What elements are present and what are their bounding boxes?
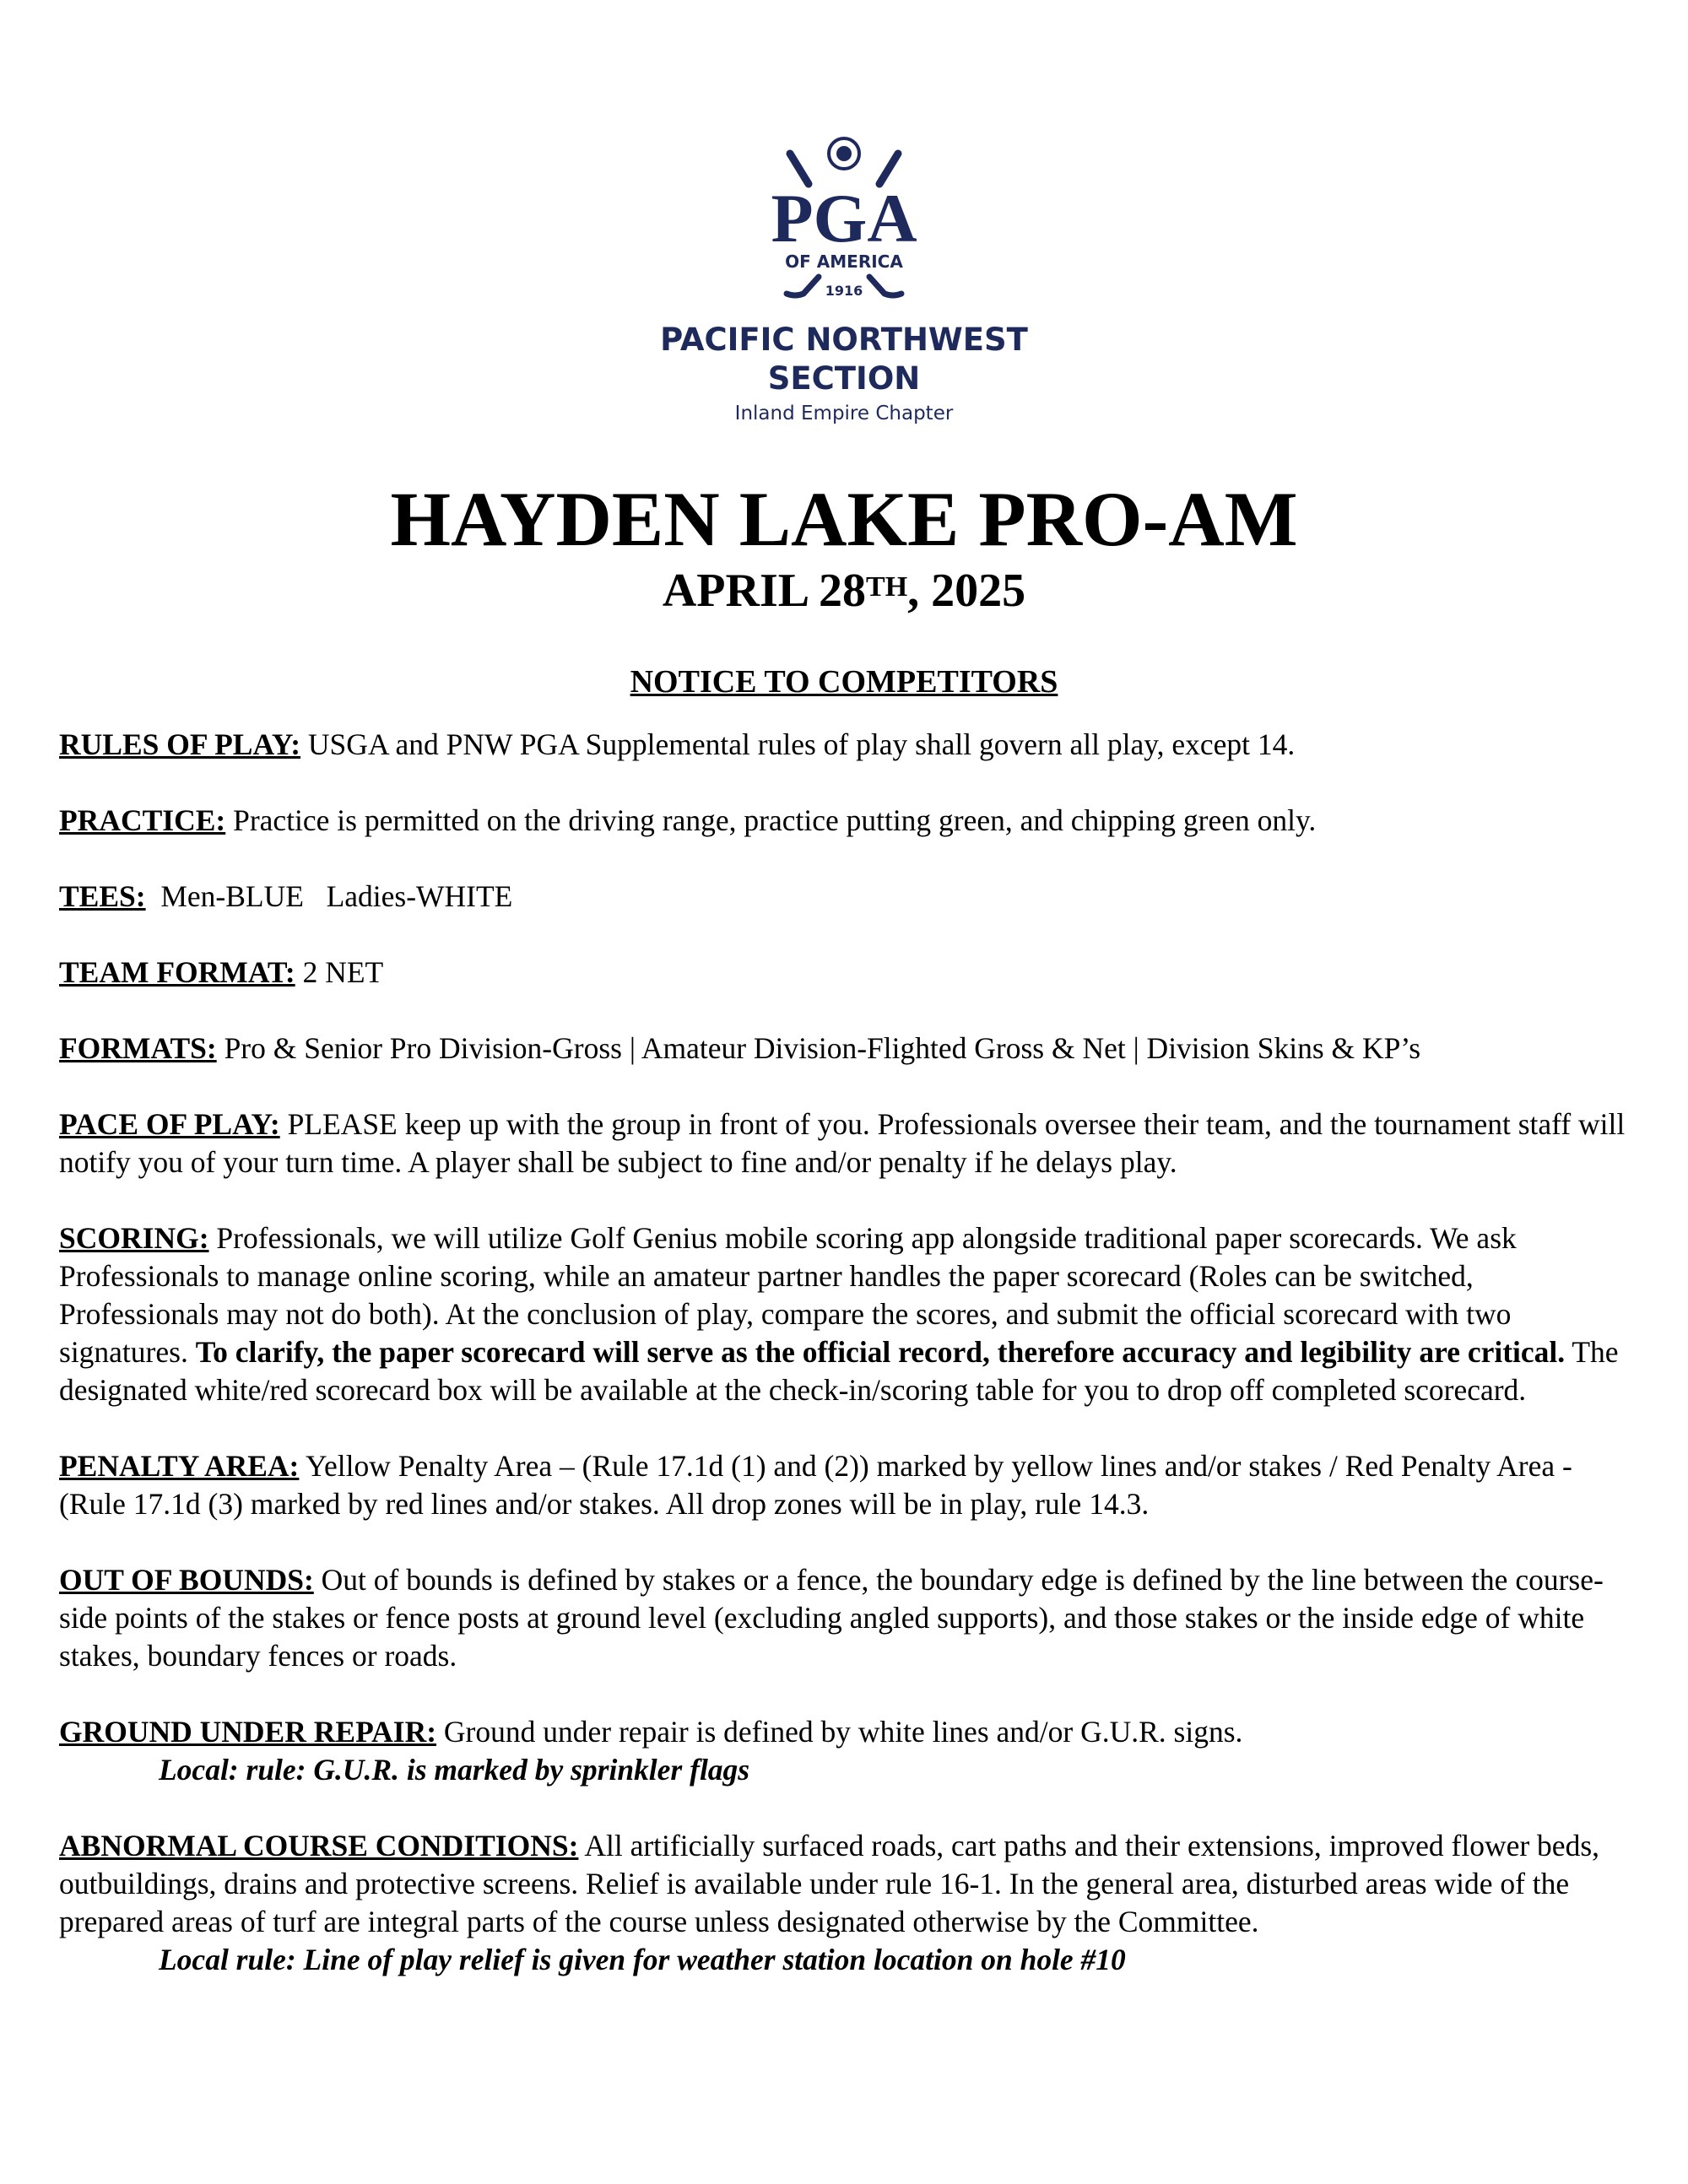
- penalty-area: [59, 1447, 1633, 1523]
- section-label: RULES OF PLAY:: [59, 727, 301, 761]
- local-rule: Local rule: Line of play relief is given for weather station location on hole #10: [159, 1943, 1126, 1976]
- section-label: OUT OF BOUNDS:: [59, 1563, 314, 1597]
- section-text: Men-BLUE Ladies-WHITE: [145, 879, 513, 913]
- date-main: APRIL 28: [662, 565, 867, 617]
- section-text: All artificially surfaced roads, cart paths and their extensions, improved flower beds, outbuildings, drains and protective screens. Relief is available under rule 16-1. In the general area, disturbed areas wide of the prepared areas of turf are integral parts of the course unless designated otherwise by the Committee.: [59, 1829, 1600, 1938]
- svg-text:OF AMERICA: OF AMERICA: [785, 251, 903, 272]
- section-label: TEES:: [59, 879, 146, 913]
- date-ordinal: TH: [866, 571, 908, 603]
- ground-under-repair: [59, 1713, 1633, 1789]
- out-of-bounds: [59, 1561, 1633, 1675]
- section-label: TEAM FORMAT:: [59, 955, 295, 989]
- section-label: PENALTY AREA:: [59, 1449, 300, 1483]
- notice-heading: NOTICE TO COMPETITORS: [630, 664, 1058, 700]
- notice-body: [59, 726, 1633, 2017]
- practice: [59, 802, 1633, 840]
- page-title: HAYDEN LAKE PRO-AM: [390, 476, 1298, 562]
- section-emphasis: To clarify, the paper scorecard will serve as the official record, therefore accuracy and legibility are critical.: [195, 1335, 1566, 1369]
- tees: [59, 878, 1633, 916]
- abnormal-course-conditions: [59, 1827, 1633, 1979]
- svg-text:PGA: PGA: [771, 180, 917, 257]
- event-date: [0, 561, 1688, 620]
- section-text: 2 NET: [295, 955, 384, 989]
- section-text: Practice is permitted on the driving range, practice putting green, and chipping green only.: [225, 803, 1317, 837]
- pga-logo: [0, 135, 1688, 304]
- pga-emblem-icon: [743, 135, 945, 304]
- svg-text:1916: 1916: [825, 283, 863, 299]
- section-name: [0, 321, 1688, 398]
- section-text: USGA and PNW PGA Supplemental rules of play shall govern all play, except 14.: [300, 727, 1296, 761]
- section-text: Pro & Senior Pro Division-Gross | Amateur Division-Flighted Gross & Net | Division Skins & KP’s: [216, 1031, 1421, 1065]
- scoring: [59, 1219, 1633, 1409]
- section-text: Ground under repair is defined by white lines and/or G.U.R. signs.: [436, 1715, 1243, 1749]
- rules-of-play: [59, 726, 1633, 764]
- section-label: ABNORMAL COURSE CONDITIONS:: [59, 1829, 579, 1862]
- section-text-continued: The designated white/red scorecard box will be available at the check-in/scoring table for you to drop off completed scorecard.: [59, 1335, 1619, 1407]
- section-line-1: PACIFIC NORTHWEST: [660, 322, 1028, 358]
- section-label: GROUND UNDER REPAIR:: [59, 1715, 437, 1749]
- section-label: FORMATS:: [59, 1031, 217, 1065]
- section-text: Professionals, we will utilize Golf Genius mobile scoring app alongside traditional paper scorecards. We ask Professionals to manage online scoring, while an amateur partner handles the paper scorecard (Roles can be switched, Professionals may not do both). At the conclusion of play, compare the scores, and submit the official scorecard with two signatures.: [59, 1221, 1517, 1369]
- local-rule: Local: rule: G.U.R. is marked by sprinkler flags: [159, 1753, 750, 1787]
- section-label: PRACTICE:: [59, 803, 226, 837]
- chapter-name: Inland Empire Chapter: [734, 403, 954, 424]
- section-label: SCORING:: [59, 1221, 209, 1255]
- team-format: [59, 954, 1633, 992]
- section-text: PLEASE keep up with the group in front of you. Professionals oversee their team, and the tournament staff will notify you of your turn time. A player shall be subject to fine and/or penalty if he delays play.: [59, 1107, 1626, 1179]
- pace-of-play: [59, 1106, 1633, 1181]
- formats: [59, 1030, 1633, 1068]
- date-year: , 2025: [907, 565, 1026, 617]
- section-line-2: SECTION: [767, 360, 921, 397]
- section-label: PACE OF PLAY:: [59, 1107, 280, 1141]
- section-text: Out of bounds is defined by stakes or a fence, the boundary edge is defined by the line between the course-side points of the stakes or fence posts at ground level (excluding angled supports), and those stakes or the inside edge of white stakes, boundary fences or roads.: [59, 1563, 1604, 1673]
- section-text: Yellow Penalty Area – (Rule 17.1d (1) and (2)) marked by yellow lines and/or stakes / Red Penalty Area - (Rule 17.1d (3) marked by red lines and/or stakes. All drop zones will be in play, rule 14.3.: [59, 1449, 1572, 1521]
